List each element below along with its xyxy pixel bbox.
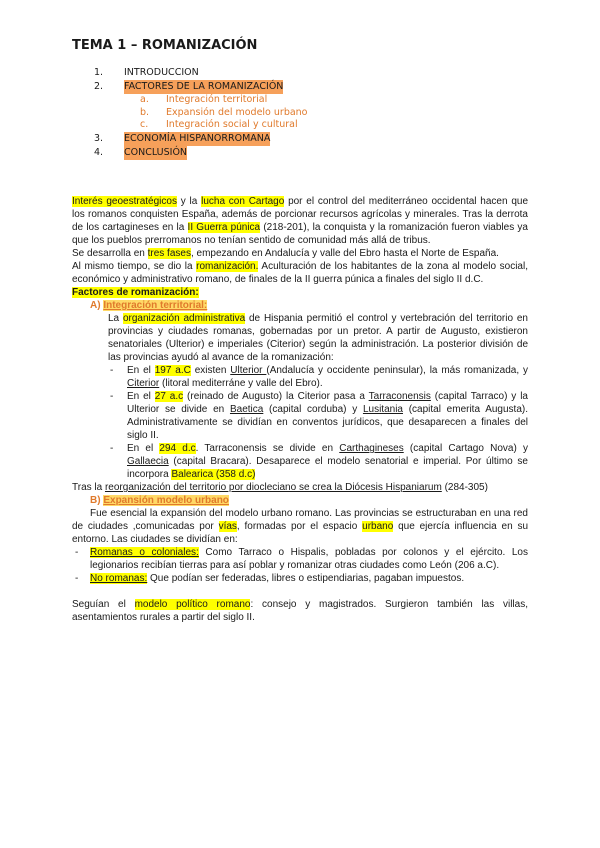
section-a-heading: A) Integración territorial:: [90, 300, 208, 311]
document-page: TEMA 1 – ROMANIZACIÓN 1. INTRODUCCION 2. FACTORES DE LA ROMANIZACIÓN a. Integración territorial b. Expansión del modelo urbano c. Integración social y cultural 3. ECONOMÍA HISPANORROMANA 4. CONCLUSIÓN Interés geoestratégicos y la lucha con Cartago por el control del mediterráneo occidental hacen que los romanos conquisten España, además de porcionar recursos agrícolas y minerales. Tras la derrota de los cartagineses en la II Guerra púnica (218-201), la conquista y la romanización fueron viables ya que los pueblos prerromanos no tenían sentido de comunidad más allá de tribus. Se desarrolla en tres fases, empezando en Andalucía y valle del Ebro hasta el Norte de España. Al mismo tiempo, se dio la romanización. Aculturación de los habitantes de la zona al modelo social, económico y administrativo romano, de finales de la II guerra púnica a finales del siglo II d.C. Factores de romanización: A) Integración territorial: La organización administrativa de Hispania permitió el control y vertebración del territorio en provincias y ciudades romanas, gobernadas por un pretor. A partir de Augusto, existieron senatoriales (Ulterior) e imperiales (Citerior) según la administración. La posterior división de las provincias ayudó al avance de la romanización: - En el 197 a.C existen Ulterior (Andalucía y occidente peninsular), la más romanizada, y Citerior (litoral mediterráne y valle del Ebro). - En el 27 a.c (reinado de Augusto) la Citerior pasa a Tarraconensis (capital Tarraco) y la Ulterior se divide en Baetica (capital corduba) y Lusitania (capital emerita Augusta). Administrativamente se dividían en conventos jurídicos, que desaparecen a finales del siglo II. - En el 294 d.c. Tarraconensis se divide en Carthagineses (capital Cartago Nova) y Gallaecia (capital Bracara). Desaparece el modelo senatorial e imperial. Por último se incorpora Balearica (358 d.c) Tras la reorganización del territorio por diocleciano se crea la Diócesis Hispaniarum (284-305) B) Expansión modelo urbano Fue esencial la expansión del modelo urbano romano. Las provincias se estructuraban en una red de ciudades ,comunicadas por vías, formadas por el espacio urbano que ejercía influencia en su entorno. Las ciudades se dividían en: - Romanas o coloniales: Como Tarraco o Hispalis, pobladas por colonos y el ejército. Los legionarios recibían tierras para así poblar y romanizar otras ciudades como León (206 a.C). - No romanas: Que podían ser federadas, libres o estipendiarias, pagaban impuestos. Seguían el modelo político romano: consejo y magistrados. Surgieron también las villas, asentamientos rurales a partir del siglo II.: [72, 38, 529, 623]
intro-paragraph: Interés geoestratégicos y la lucha con Cartago por el control del mediterráneo occidental hacen que los romanos conquisten España, además de porcionar recursos agrícolas y minerales. Tras la derrota de los cartagineses en la II Guerra púnica (218-201), la conquista y la romanización fueron viables ya que los pueblos prerromanos no tenían sentido de comunidad más allá de tribus.: [72, 196, 529, 246]
list-item: - No romanas: Que podían ser federadas, libres o estipendiarias, pagaban impuestos.: [75, 573, 465, 584]
spacer: [72, 585, 528, 598]
list-item: - En el 294 d.c. Tarraconensis se divide en Carthagineses (capital Cartago Nova) y Gallaecia (capital Bracara). Desaparece el modelo senatorial e imperial. Por último se incorpora Balearica (358 d.c): [110, 443, 528, 480]
list-item: - Romanas o coloniales: Como Tarraco o Hispalis, pobladas por colonos y el ejército. Los legionarios recibían tierras para así poblar y romanizar otras ciudades como León (206 a.C).: [75, 547, 528, 571]
section-b-heading: B) Expansión modelo urbano: [90, 495, 229, 506]
section-a-paragraph: La organización administrativa de Hispania permitió el control y vertebración del territorio en provincias y ciudades romanas, gobernadas por un pretor. A partir de Augusto, existieron senatoriales (Ulterior) e imperiales (Citerior) según la administración. La posterior división de las provincias ayudó al avance de la romanización:: [108, 313, 528, 363]
factors-heading: Factores de romanización:: [72, 287, 199, 298]
romanization-paragraph: Al mismo tiempo, se dio la romanización. Aculturación de los habitantes de la zona al modelo social, económico y administrativo romano, de finales de la II guerra púnica a finales del siglo II d.C.: [72, 261, 528, 285]
section-b-paragraph: Fue esencial la expansión del modelo urbano romano. Las provincias se estructuraban en una red de ciudades ,comunicadas por vías, formadas por el espacio urbano que ejercía influencia en su entorno. Las ciudades se dividían en:: [72, 508, 529, 545]
list-item: - En el 197 a.C existen Ulterior (Andalucía y occidente peninsular), la más romanizada, y Citerior (litoral mediterráne y valle del Ebro).: [110, 365, 528, 389]
page-title: TEMA 1 – ROMANIZACIÓN: [72, 38, 258, 53]
document-body: [72, 195, 528, 624]
reorganization-paragraph: Tras la reorganización del territorio por diocleciano se crea la Diócesis Hispaniarum (284-305): [72, 482, 488, 493]
phases-paragraph: Se desarrolla en tres fases, empezando en Andalucía y valle del Ebro hasta el Norte de España.: [72, 248, 499, 259]
list-item: - En el 27 a.c (reinado de Augusto) la Citerior pasa a Tarraconensis (capital Tarraco) y la Ulterior se divide en Baetica (capital corduba) y Lusitania (capital emerita Augusta). Administrativamente se dividían en conventos jurídicos, que desaparecen a finales del siglo II.: [110, 391, 529, 441]
final-paragraph: Seguían el modelo político romano: consejo y magistrados. Surgieron también las villas, asentamientos rurales a partir del siglo II.: [72, 599, 528, 623]
